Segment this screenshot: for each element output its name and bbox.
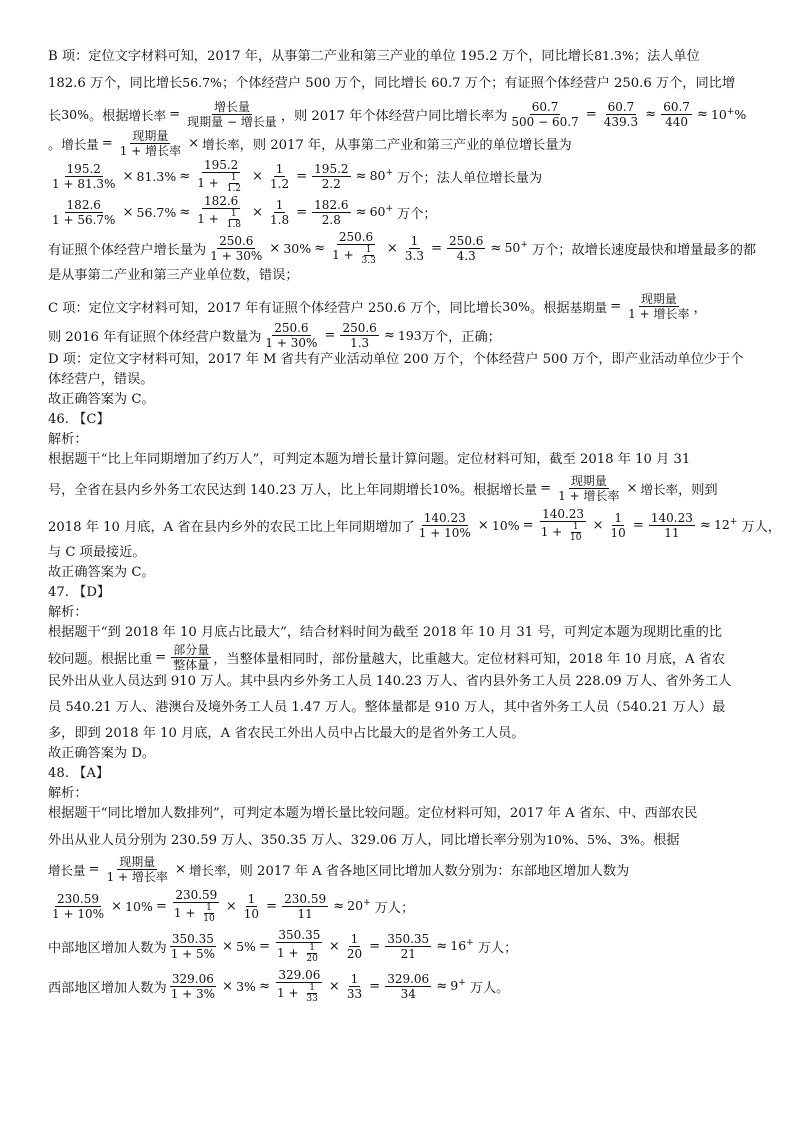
answer-46: 故正确答案为 C。	[48, 565, 155, 580]
q46-line-1: 根据题干“比上年同期增加了约万人”，可判定本题为增长量计算问题。定位材料可知，截至 2018 年 10 月 31	[48, 452, 691, 467]
c-line-1: C 项：定位文字材料可知，2017 年有证照个体经营户 250.6 万个，同比增长 30% 。根据 基期量 = $\frac{\text{现期量}}{\text{1 + 增长率}}$ ，	[48, 292, 707, 321]
b-line-7: 有证照个体经营户增长量为 $\frac{250.6}{1 + 30\%}$ × 30% ≈ 250.6 1 + $\frac{1}{3.3}$ × $\frac{1}{3.3}$ = $\frac{250.6}{4.3}$ ≈ 50+ 万个；故增长速度最快和增量最多的都	[48, 230, 757, 266]
c-line-2: 则 2016 年有证照个体经营户数量为 $\frac{250.6}{1 + 30\%}$ = $\frac{250.6}{1.3}$ ≈ 193 万个，正确；	[48, 321, 501, 350]
q46-jiexi: 解析：	[48, 432, 88, 447]
q46-line-3: 2018 年 10 月底，A 省在县内乡外的农民工比上年同期增加了 $\frac{140.23}{1 + 10\%}$ × 10% = 140.23 1 + $\frac{1}{10}$ × $\frac{1}{10}$ = $\frac{140.23}{11}$ ≈ 12+ 万人，	[48, 507, 781, 543]
base-formula: $\frac{\text{现期量}}{\text{1 + 增长率}}$	[628, 292, 690, 321]
formula-lhs: 增长率	[128, 107, 167, 123]
q47-line-2: 较问题。根据 比重 = $\frac{\text{部分量}}{\text{整体量}}$ ，当整体量相同时，部份量越大，比重越大。定位材料可知，2018 年 10 月底，A 省农	[48, 643, 726, 672]
q48-line-3: 增长量 = $\frac{\text{现期量}}{\text{1 + 增长率}}$ × 增长率 ，则 2017 年 A 省各地区同比增加人数分别为：东部地区增加人数为	[48, 855, 630, 884]
q47-line-3: 民外出从业人员达到 910 万人。其中县内乡外务工人员 140.23 万人、省内县外务工人员 228.09 万人、省外务工人	[48, 674, 732, 689]
q48-line-2: 外出从业人员分别为 230.59 万人、350.35 万人、329.06 万人，同比增长率分别为10%、5%、3%。根据	[48, 832, 680, 848]
q47-line-4: 员 540.21 万人、港澳台及境外务工人员 1.47 万人。整体量都是 910 万人，其中省外务工人员（540.21 万人）最	[48, 700, 726, 715]
q48-jiexi: 解析：	[48, 786, 88, 801]
q47-line-1: 根据题干“到 2018 年 10 月底占比最大”，结合材料时间为截至 2018 年 10 月 31 号，可判定本题为现期比重的比	[48, 625, 722, 640]
q48-east: $\frac{230.59}{1 + 10\%}$ × 10% = 230.59 1 + $\frac{1}{10}$ × $\frac{1}{10}$ = $\frac{230.59}{11}$ ≈ 20+ 万人；	[52, 888, 415, 924]
d-line-1: D 项：定位文字材料可知，2017 年 M 省共有产业活动单位 200 万个，个体经营户 500 万个，即产业活动单位少于个	[48, 352, 744, 367]
q47-line-5: 多，即到 2018 年 10 月底，A 省农民工外出人员中占比最大的是省外务工人员。	[48, 726, 525, 741]
q48-heading: 48. 【A】	[48, 766, 110, 781]
answer-47: 故正确答案为 D。	[48, 746, 156, 761]
b-line-8: 是从事第二产业和第三产业单位数，错误；	[48, 268, 299, 283]
b-line-3: 长 30% 。根据 增长率 = $\frac{\text{增长量}}{\text{现期量 − 增长量}}$ ，则 2017 年个体经营户同比增长率为 $\frac{60.7}{500 - 60.7}$ = $\frac{60.7}{439.3}$ ≈ $\frac{60.7}{440}$ ≈ 10+%	[48, 100, 747, 129]
q48-line-1: 根据题干“同比增加人数排列”，可判定本题为增长量比较问题。定位材料可知，2017 年 A 省东、中、西部农民	[48, 806, 698, 821]
q47-heading: 47. 【D】	[48, 585, 111, 600]
answer-45: 故正确答案为 C。	[48, 392, 155, 407]
b-line-4: 。 增长量 = $\frac{\text{现期量}}{\text{1 + 增长率}}$ × 增长率 ，则 2017 年，从事第二产业和第三产业的单位增长量为	[48, 129, 572, 158]
q46-line-2: 号，全省在县内乡外务工农民达到 140.23 万人，比上年同期增长 10% 。根据 增长量 = $\frac{\text{现期量}}{\text{1 + 增长率}}$ × 增长率 ，则到	[48, 474, 718, 503]
b-line-1: B 项：定位文字材料可知，2017 年，从事第二产业和第三产业的单位 195.2 万个，同比增长81.3%；法人单位	[48, 48, 700, 64]
q46-line-4: 与 C 项最接近。	[48, 545, 146, 560]
b-line-6: $\frac{182.6}{1 + 56.7\%}$ × 56.7% ≈ 182.6 1 + $\frac{1}{1.8}$ × $\frac{1}{1.8}$ = $\frac{182.6}{2.8}$ ≈ 60+ 万个；	[52, 194, 437, 230]
growth-rate-formula: $\frac{\text{增长量}}{\text{现期量 − 增长量}}$	[187, 100, 277, 129]
b-line-5: $\frac{195.2}{1 + 81.3\%}$ × 81.3% ≈ 195.2 1 + $\frac{1}{1.2}$ × $\frac{1}{1.2}$ = $\frac{195.2}{2.2}$ ≈ 80+ 万个；法人单位增长量为	[52, 158, 543, 194]
solution-document	[48, 46, 781, 1004]
b-line-2: 182.6 万个，同比增长56.7%；个体经营户 500 万个，同比增长 60.7 万个；有证照个体经营户 250.6 万个，同比增	[48, 75, 736, 91]
q48-middle: 中部地区增加人数为 $\frac{350.35}{1 + 5\%}$ × 5% = 350.35 1 + $\frac{1}{20}$ × $\frac{1}{20}$ = $\frac{350.35}{21}$ ≈ 16+ 万人；	[48, 928, 518, 964]
increment-formula: $\frac{\text{现期量}}{\text{1 + 增长率}}$	[119, 129, 182, 158]
q47-jiexi: 解析：	[48, 605, 88, 620]
d-line-2: 体经营户，错误。	[48, 372, 154, 387]
q48-west: 西部地区增加人数为 $\frac{329.06}{1 + 3\%}$ × 3% ≈ 329.06 1 + $\frac{1}{33}$ × $\frac{1}{33}$ = $\frac{329.06}{34}$ ≈ 9+ 万人。	[48, 968, 510, 1004]
q46-heading: 46. 【C】	[48, 412, 110, 427]
